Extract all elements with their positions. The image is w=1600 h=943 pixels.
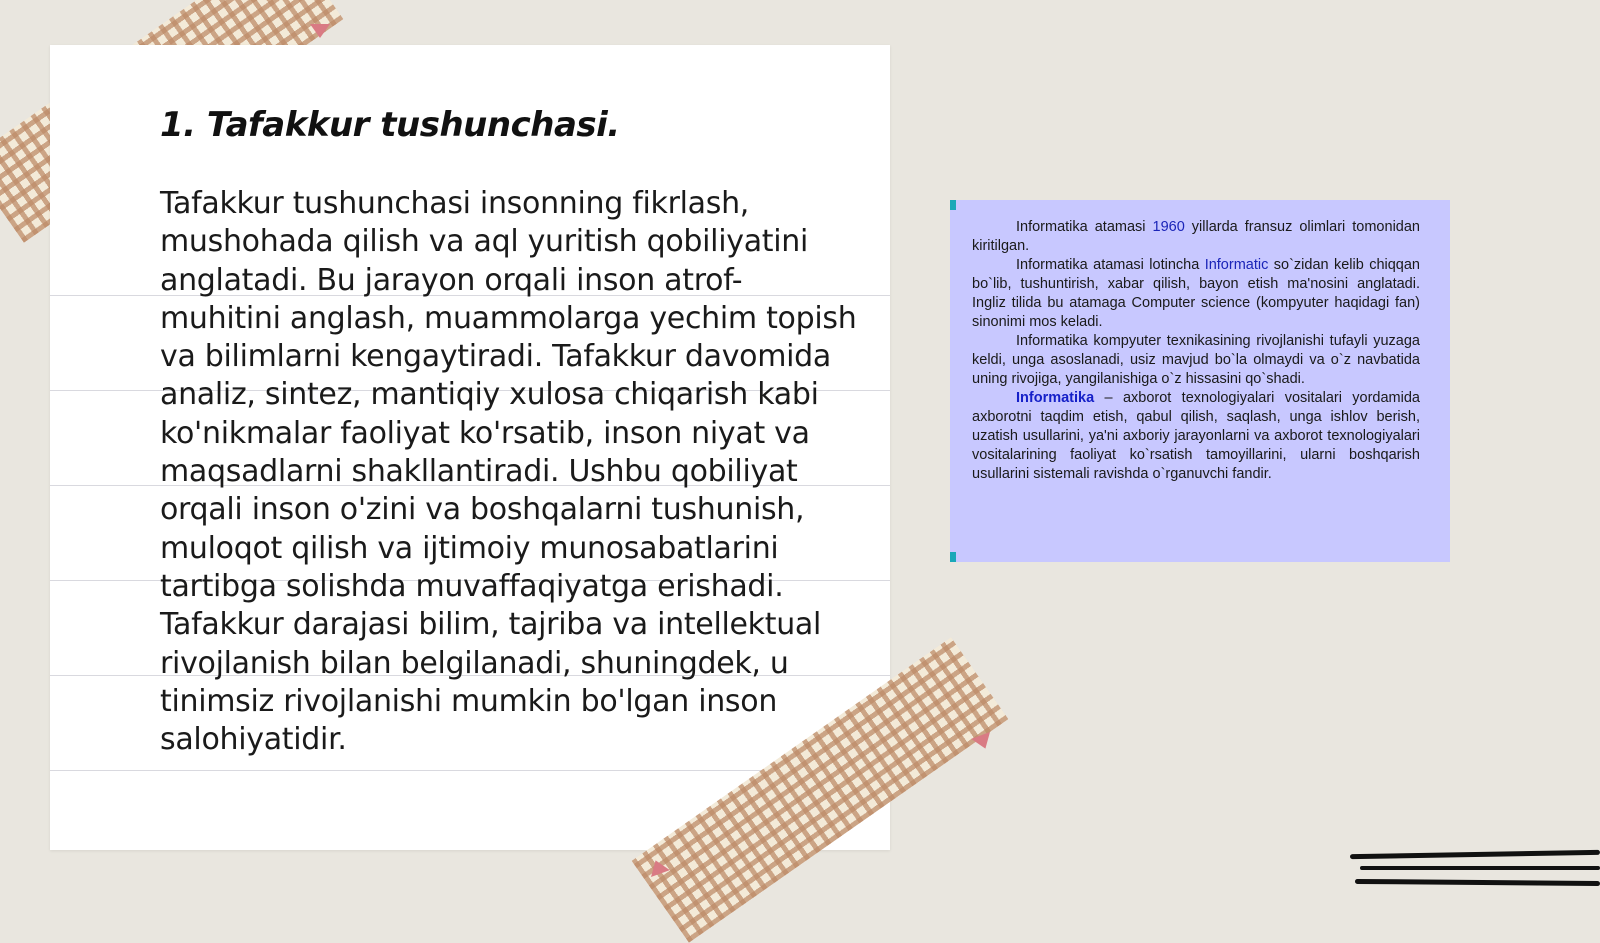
slide-body-text: Tafakkur tushunchasi insonning fikrlash, mushohada qilish va aql yuritish qobiliyatini anglatadi. Bu jarayon orqali inson atrof-muhitini anglash, muammolarga yechim topish va bilimlarni kengaytiradi. Tafakkur davomida analiz, sintez, mantiqiy xulosa chiqarish kabi ko'nikmalar faoliyat ko'rsatib, inson niyat va maqsadlarni shakllantiradi. Ushbu qobiliyat orqali inson o'zini va boshqalarni tushunish, muloqot qilish va ijtimoiy munosabatlarini tartibga solishda muvaffaqiyatga erishadi. Tafakkur darajasi bilim, tajriba va intellektual rivojlanish bilan belgilanadi, shuningdek, u tinimsiz rivojlanishi mumkin bo'lgan inson salohiyatidir. — [160, 186, 857, 758]
note-paper — [50, 45, 890, 850]
brush-stroke — [1360, 866, 1600, 870]
term-highlight: Informatika — [1016, 390, 1095, 406]
info-paragraph-4: Informatika – axborot texnologiyalari vositalari yordamida axborotni taqdim etish, qabul qilish, saqlash, unga ishlov berish, uzatish usullarini, ya'ni axboriy jarayonlarni va axborot texnologiyalari vositalarining faoliyat ko`rsatish tamoyillarini, ularni boshqarish usullarini sistemali ravishda o`rganuvchi fandir. — [972, 390, 1420, 482]
card-corner-mark — [950, 200, 956, 210]
tape-tip-top — [310, 24, 330, 38]
informatika-info-card — [950, 200, 1450, 562]
latin-word-highlight: Informatic — [1204, 257, 1269, 273]
brush-stroke — [1350, 850, 1600, 859]
info-paragraph-2: Informatika atamasi lotincha Informatic so`zidan kelib chiqqan bo`lib, tushuntirish, xabar qilish, bayon etish ma'nosini anglatadi. Ingliz tilida bu atamaga Computer science (kompyuter haqidagi fan) sinonimi mos keladi. — [972, 257, 1420, 330]
info-paragraph-3: Informatika kompyuter texnikasining rivojlanishi tufayli yuzaga keldi, unga asoslanadi, usiz mavjud bo`la olmaydi va o`z navbatida uning rivojiga, yangilanishiga o`z hissasini qo`shadi. — [972, 333, 1420, 387]
slide-title: 1. Tafakkur tushunchasi. — [160, 105, 620, 145]
brush-stroke — [1355, 879, 1600, 886]
year-highlight: 1960 — [1152, 219, 1185, 235]
info-paragraph-1: Informatika atamasi 1960 yillarda fransuz olimlari tomonidan kiritilgan. — [972, 219, 1420, 254]
card-corner-mark — [950, 552, 956, 562]
